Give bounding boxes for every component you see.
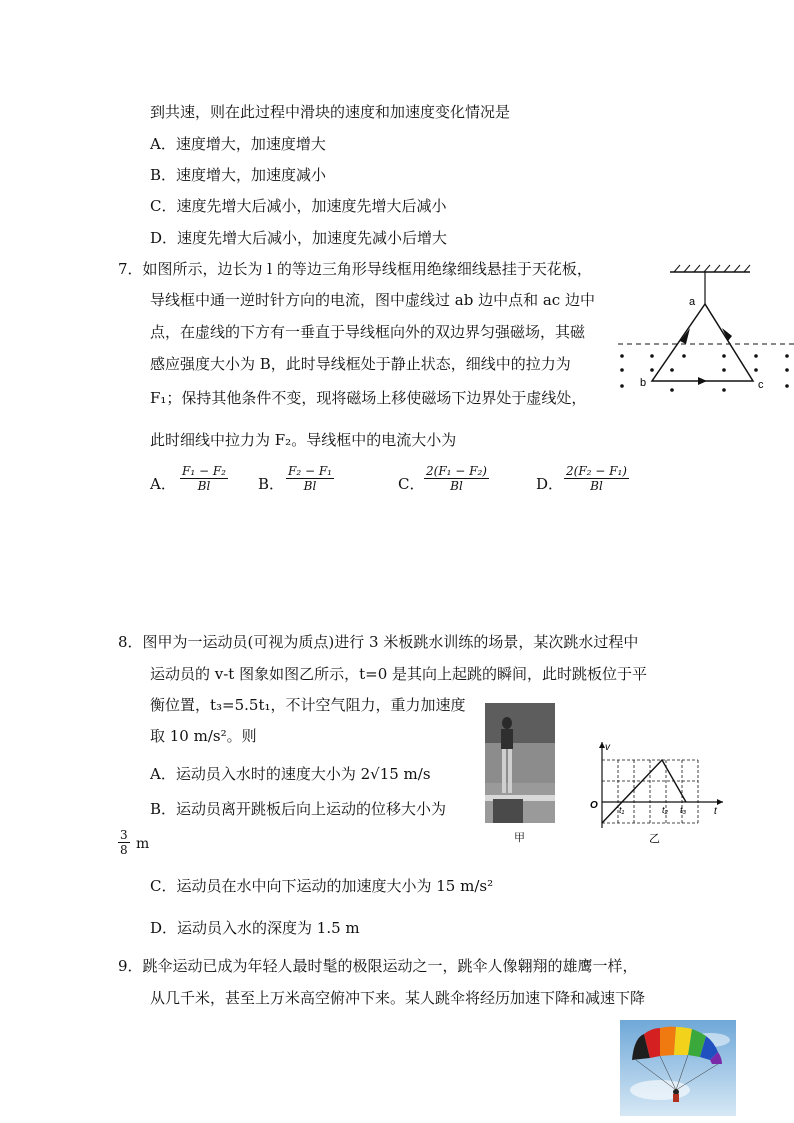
q8-graph-t3: t₃ (680, 805, 687, 815)
q6-stem-tail: 到共速，则在此过程中滑块的速度和加速度变化情况是 (150, 103, 511, 121)
q8-graph-caption: 乙 (649, 833, 660, 845)
q7-option-d-fraction (564, 464, 629, 493)
q9-parachute-image (620, 1020, 736, 1116)
q7-option-a-den: Bl (197, 479, 211, 493)
q6-option-a: A．速度增大，加速度增大 (150, 135, 326, 153)
q7-line-1: 7．如图所示，边长为 l 的等边三角形导线框用绝缘细线悬挂于天花板， (118, 260, 592, 278)
q7-label-b: b (640, 377, 647, 389)
q7-option-b-den: Bl (303, 479, 317, 493)
q7-option-a-label: A． (150, 475, 176, 493)
q7-option-d-num: 2(F₂ − F₁) (566, 464, 627, 478)
q8-line-1: 8．图甲为一运动员(可视为质点)进行 3 米板跳水训练的场景，某次跳水过程中 (118, 633, 639, 651)
q8-graph-v-label: v (605, 742, 610, 753)
q8-graph-origin: O (590, 800, 598, 811)
q9-line-1: 9．跳伞运动已成为年轻人最时髦的极限运动之一，跳伞人像翱翔的雄鹰一样， (118, 957, 638, 975)
q7-option-c-label: C． (398, 475, 425, 493)
q8-graph-t-label: t (714, 806, 717, 817)
q6-option-c: C．速度先增大后减小，加速度先增大后减小 (150, 197, 447, 215)
q7-option-a-num: F₁ − F₂ (182, 464, 226, 478)
q7-line-5: F₁；保持其他条件不变，现将磁场上移使磁场下边界处于虚线处， (150, 389, 587, 407)
q7-line-2: 导线框中通一逆时针方向的电流，图中虚线过 ab 边中点和 ac 边中 (150, 291, 595, 309)
q7-label-a: a (689, 296, 696, 308)
q8-line-4: 取 10 m/s²。则 (150, 727, 257, 745)
q8-graph-t1: t₁ (619, 805, 625, 815)
q8-vt-graph (588, 738, 728, 848)
q7-option-c-den: Bl (450, 479, 463, 493)
q8-photo-caption: 甲 (514, 832, 525, 844)
q8-diver-photo (485, 703, 555, 845)
q8-option-c: C．运动员在水中向下运动的加速度大小为 15 m/s² (150, 877, 494, 895)
q7-option-b-label: B． (258, 475, 285, 493)
q7-triangle-figure (612, 262, 794, 396)
q8-option-d: D．运动员入水的深度为 1.5 m (150, 919, 360, 937)
q7-option-b-fraction (286, 464, 334, 493)
q7-line-6: 此时细线中拉力为 F₂。导线框中的电流大小为 (150, 431, 457, 449)
q7-option-d-label: D． (536, 475, 564, 493)
q7-option-c-fraction (424, 464, 489, 493)
q7-label-c: c (758, 379, 764, 391)
q7-option-a-fraction (180, 464, 228, 493)
q8-option-a: A．运动员入水时的速度大小为 2√15 m/s (150, 765, 431, 783)
q8-line-2: 运动员的 v-t 图象如图乙所示，t=0 是其向上起跳的瞬间，此时跳板位于平 (150, 665, 648, 683)
q7-option-c-num: 2(F₁ − F₂) (426, 464, 487, 478)
q8-option-b-fraction (118, 828, 130, 857)
q8-option-b-num: 3 (120, 828, 128, 842)
q8-option-b-unit: m (136, 836, 150, 852)
q9-line-2: 从几千米，甚至上万米高空俯冲下来。某人跳伞将经历加速下降和减速下降 (150, 989, 646, 1007)
q7-option-b-num: F₂ − F₁ (288, 464, 332, 478)
q7-line-3: 点，在虚线的下方有一垂直于导线框向外的双边界匀强磁场，其磁 (150, 323, 586, 341)
q6-option-b: B．速度增大，加速度减小 (150, 166, 327, 184)
q7-line-4: 感应强度大小为 B，此时导线框处于静止状态，细线中的拉力为 (150, 355, 571, 373)
q6-option-d: D．速度先增大后减小，加速度先减小后增大 (150, 229, 448, 247)
q8-line-3: 衡位置，t₃=5.5t₁，不计空气阻力，重力加速度 (150, 696, 466, 714)
q7-option-d-den: Bl (590, 479, 603, 493)
q8-graph-t2: t₂ (662, 805, 668, 815)
q8-option-b-den: 8 (120, 843, 128, 857)
q8-option-b: B．运动员离开跳板后向上运动的位移大小为 (150, 800, 447, 818)
